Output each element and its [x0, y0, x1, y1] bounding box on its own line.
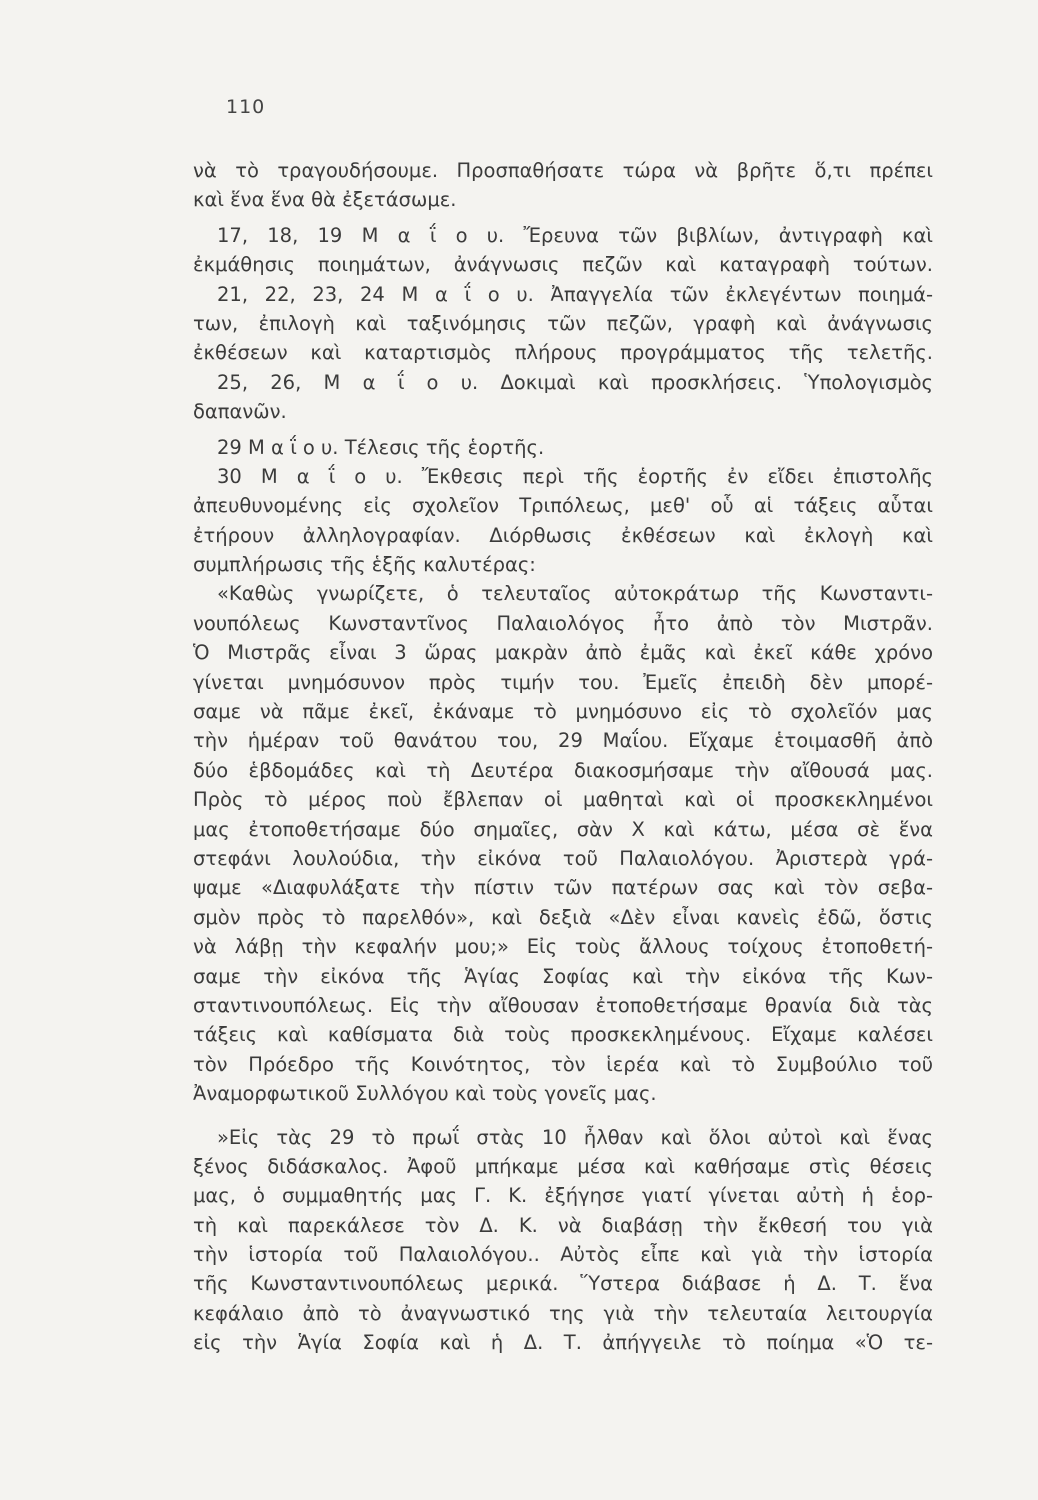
text-line: «Καθὼς γνωρίζετε, ὁ τελευταῖος αὐτοκράτωρ τῆς Κωνσταντι- — [217, 582, 933, 606]
text-line: νὰ τὸ τραγουδήσουμε. Προσπαθήσατε τώρα νὰ βρῆτε ὅ,τι πρέπει — [193, 159, 933, 182]
text-line: δύο ἑβδομάδες καὶ τὴ Δευτέρα διακοσμήσαμε τὴν αἴθουσά μας. — [193, 758, 933, 782]
text-line: των, ἐπιλογὴ καὶ ταξινόμησις τῶν πεζῶν, γραφὴ καὶ ἀνάγνωσις — [193, 311, 933, 335]
text-line: τὴν ἡμέραν τοῦ θανάτου του, 29 Μαΐου. Εἴχαμε ἑτοιμασθῆ ἀπὸ — [193, 729, 933, 753]
text-line: σαμε νὰ πᾶμε ἐκεῖ, ἐκάναμε τὸ μνημόσυνο εἰς τὸ σχολεῖόν μας — [193, 700, 933, 724]
text-line: ἀπευθυνομένης εἰς σχολεῖον Τριπόλεως, μεθ' οὗ αἱ τάξεις αὗται — [193, 494, 933, 518]
text-line: 29 Μ α ΐ ο υ. Τέλεσις τῆς ἑορτῆς. — [217, 435, 545, 459]
body-text — [193, 156, 933, 1358]
text-line: δαπανῶν. — [193, 400, 287, 424]
text-line: μας ἐτοποθετήσαμε δύο σημαῖες, σὰν Χ καὶ κάτω, μέσα σὲ ἕνα — [193, 817, 933, 841]
text-line: νὰ λάβῃ τὴν κεφαλήν μου;» Εἰς τοὺς ἄλλους τοίχους ἐτοποθετή- — [193, 935, 933, 959]
text-line: σμὸν πρὸς τὸ παρελθόν», καὶ δεξιὰ «Δὲν εἶναι κανεὶς ἐδῶ, ὅστις — [193, 905, 933, 929]
text-line: εἰς τὴν Ἁγία Σοφία καὶ ἡ Δ. Τ. ἀπήγγειλε τὸ ποίημα «Ὁ τε- — [193, 1331, 933, 1355]
text-line: ἐκμάθησις ποιημάτων, ἀνάγνωσις πεζῶν καὶ καταγραφὴ τούτων. — [193, 253, 933, 277]
text-line: νουπόλεως Κωνσταντῖνος Παλαιολόγος ἦτο ἀπὸ τὸν Μιστρᾶν. — [193, 611, 933, 635]
text-line: Πρὸς τὸ μέρος ποὺ ἔβλεπαν οἱ μαθηταὶ καὶ οἱ προσκεκλημένοι — [193, 788, 933, 812]
text-line: συμπλήρωσις τῆς ἑξῆς καλυτέρας: — [193, 553, 536, 577]
text-line: ἐτήρουν ἀλληλογραφίαν. Διόρθωσις ἐκθέσεων καὶ ἐκλογὴ καὶ — [193, 523, 933, 547]
text-line: 17, 18, 19 Μ α ΐ ο υ. Ἔρευνα τῶν βιβλίων, ἀντιγραφὴ καὶ — [217, 223, 933, 247]
text-line: 21, 22, 23, 24 Μ α ΐ ο υ. Ἀπαγγελία τῶν ἐκλεγέντων ποιημά- — [217, 282, 933, 306]
text-line: γίνεται μνημόσυνον πρὸς τιμήν του. Ἐμεῖς ἐπειδὴ δὲν μπορέ- — [193, 670, 933, 694]
text-line: τὸν Πρόεδρο τῆς Κοινότητος, τὸν ἱερέα καὶ τὸ Συμβούλιο τοῦ — [193, 1052, 933, 1076]
text-line: κεφάλαιο ἀπὸ τὸ ἀναγνωστικό της γιὰ τὴν τελευταία λειτουργία — [193, 1301, 933, 1325]
text-line: τὴ καὶ παρεκάλεσε τὸν Δ. Κ. νὰ διαβάσῃ τὴν ἔκθεσή του γιὰ — [193, 1213, 933, 1237]
text-line: 30 Μ α ΐ ο υ. Ἔκθεσις περὶ τῆς ἑορτῆς ἐν εἴδει ἐπιστολῆς — [217, 464, 933, 488]
text-line: ἐκθέσεων καὶ καταρτισμὸς πλήρους προγράμματος τῆς τελετῆς. — [193, 341, 933, 365]
text-line: »Εἰς τὰς 29 τὸ πρωΐ στὰς 10 ἦλθαν καὶ ὅλοι αὐτοὶ καὶ ἕνας — [217, 1125, 933, 1149]
text-line: σταντινουπόλεως. Εἰς τὴν αἴθουσαν ἐτοποθετήσαμε θρανία διὰ τὰς — [193, 993, 933, 1017]
text-line: ξένος διδάσκαλος. Ἀφοῦ μπήκαμε μέσα καὶ καθήσαμε στὶς θέσεις — [193, 1154, 933, 1178]
text-line: τῆς Κωνσταντινουπόλεως μερικά. Ὕστερα διάβασε ἡ Δ. Τ. ἕνα — [193, 1272, 933, 1296]
text-line: τὴν ἱστορία τοῦ Παλαιολόγου.. Αὐτὸς εἶπε καὶ γιὰ τὴν ἱστορία — [193, 1243, 933, 1267]
text-line: Ἀναμορφωτικοῦ Συλλόγου καὶ τοὺς γονεῖς μας. — [193, 1082, 657, 1106]
text-line: ψαμε «Διαφυλάξατε τὴν πίστιν τῶν πατέρων σας καὶ τὸν σεβα- — [193, 876, 933, 900]
text-line: Ὁ Μιστρᾶς εἶναι 3 ὥρας μακρὰν ἀπὸ ἐμᾶς καὶ ἐκεῖ κάθε χρόνο — [193, 641, 933, 665]
text-line: καὶ ἕνα ἕνα θὰ ἐξετάσωμε. — [193, 188, 457, 212]
text-line: μας, ὁ συμμαθητής μας Γ. Κ. ἐξήγησε γιατί γίνεται αὐτὴ ἡ ἑορ- — [193, 1184, 933, 1208]
page-number: 110 — [226, 96, 266, 118]
text-line: στεφάνι λουλούδια, τὴν εἰκόνα τοῦ Παλαιολόγου. Ἀριστερὰ γρά- — [193, 846, 933, 870]
text-line: τάξεις καὶ καθίσματα διὰ τοὺς προσκεκλημένους. Εἴχαμε καλέσει — [193, 1023, 933, 1047]
text-line: σαμε τὴν εἰκόνα τῆς Ἁγίας Σοφίας καὶ τὴν εἰκόνα τῆς Κων- — [193, 964, 933, 988]
text-line: 25, 26, Μ α ΐ ο υ. Δοκιμαὶ καὶ προσκλήσεις. Ὑπολογισμὸς — [217, 370, 933, 394]
